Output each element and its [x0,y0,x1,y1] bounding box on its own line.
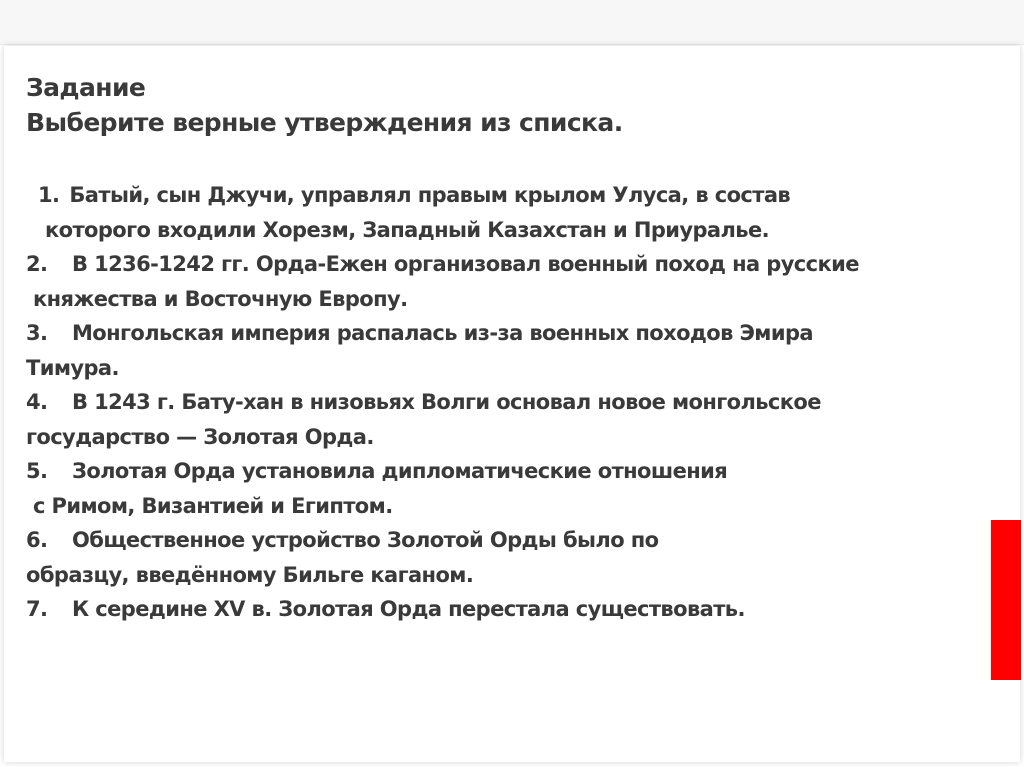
statement-number: 7. [26,597,48,621]
statement-text-continued: Тимура. [26,355,119,380]
task-text-block [26,70,991,627]
statement-text-continued: государство — Золотая Орда. [26,424,374,449]
statement-item-4 [26,385,991,454]
statement-list [26,178,991,627]
statement-number: 6. [26,528,48,552]
statement-number: 5. [26,459,48,483]
statement-text: В 1243 г. Бату-хан в низовьях Волги основал новое монгольское [72,390,821,414]
statement-text: Общественное устройство Золотой Орды было по [72,528,659,552]
statement-number: 3. [26,321,48,345]
statement-text: В 1236-1242 гг. Орда-Ежен организовал военный поход на русские [72,252,859,276]
statement-item-7 [26,592,991,627]
red-accent-bar [991,520,1021,680]
statement-text-continued: с Римом, Византией и Египтом. [33,493,393,518]
top-band [0,0,1024,45]
statement-item-1 [26,178,991,247]
statement-text: Золотая Орда установила дипломатические отношения [72,459,728,483]
statement-number: 1. [38,183,60,207]
statement-number: 2. [26,252,48,276]
statement-text-continued: образцу, введённому Бильге каганом. [26,562,474,587]
statement-item-6 [26,523,991,592]
statement-text-continued: княжества и Восточную Европу. [33,286,408,311]
statement-item-3 [26,316,991,385]
statement-text-continued: которого входили Хорезм, Западный Казахстан и Приуралье. [45,217,769,242]
statement-text: К середине XV в. Золотая Орда перестала существовать. [72,597,745,621]
task-title: Задание [26,73,146,102]
statement-item-2 [26,247,991,316]
statement-item-5 [26,454,991,523]
task-instruction: Выберите верные утверждения из списка. [26,108,623,137]
statement-text: Монгольская империя распалась из-за военных походов Эмира [72,321,813,345]
statement-text: Батый, сын Джучи, управлял правым крылом Улуса, в состав [69,183,791,207]
statement-number: 4. [26,390,48,414]
